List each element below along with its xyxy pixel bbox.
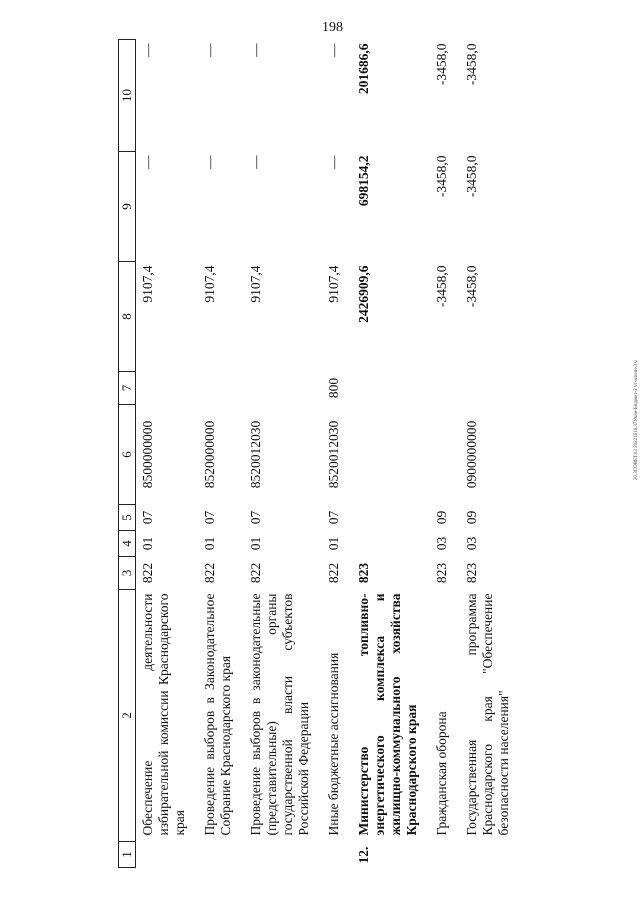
table-cell-col6: 8520012030 [326,420,341,489]
table-cell-col3: 822 [202,562,217,584]
table-cell-name: Обеспечение деятельности избирательной комиссии Краснодарского края [140,593,187,836]
table-cell-col9: 698154,2 [356,155,371,207]
budget-table-sheet [118,40,626,868]
column-header: 1 [119,842,136,868]
table-cell-name: Государственная программа Краснодарского края "Обеспечение безопасности населения" [464,593,511,836]
table-cell-col6 [352,405,430,505]
table-cell-col3: 823 [434,562,449,584]
column-header: 7 [119,372,136,405]
budget-table [118,39,522,868]
table-cell-col9: -3458,0 [464,155,479,198]
table-cell-col4: 01 [248,536,263,551]
column-header: 9 [119,152,136,262]
table-cell-col7: 800 [326,377,341,399]
column-header: 4 [119,531,136,557]
table-cell-col5 [352,505,430,531]
table-cell-col8: -3458,0 [464,265,479,308]
table-cell-col4: 01 [140,536,155,551]
table-cell-col10: -3458,0 [464,43,479,86]
table-cell-col6 [430,405,460,505]
table-cell-col3: 822 [326,562,341,584]
table-cell-col3: 822 [140,562,155,584]
table-cell-col3: 823 [464,562,479,584]
table-cell-col6: 8520012030 [248,420,263,489]
table-cell-name: Гражданская оборона [434,711,449,836]
table-cell-col8: 9107,4 [140,265,155,303]
table-cell-number [322,842,352,868]
table-cell-col5: 07 [140,510,155,525]
table-row [430,40,460,868]
table-cell-col10: — [202,43,217,57]
table-cell-col4: 03 [434,536,449,551]
table-cell-name: Министерство топливно-энергетического комплекса и жилищно-коммунального хозяйства Краснодарского края [356,593,419,836]
table-row [136,40,199,868]
column-header: 8 [119,262,136,372]
table-cell-col6: 8500000000 [140,420,155,489]
table-cell-number [460,842,522,868]
table-cell-col7 [244,372,322,405]
page-number: 198 [322,20,343,35]
table-cell-col10: — [326,43,341,57]
table-cell-col10: — [248,43,263,57]
table-row [460,40,522,868]
table-cell-col8: 9107,4 [202,265,217,303]
table-cell-col9: — [202,155,217,169]
table-cell-col10: 201686,6 [356,43,371,95]
column-header: 2 [119,590,136,842]
table-cell-col4: 01 [326,536,341,551]
table-cell-col8: -3458,0 [434,265,449,308]
table-cell-col6: 8520000000 [202,420,217,489]
table-cell-number [136,842,199,868]
table-cell-col8: 9107,4 [248,265,263,303]
table-cell-col9: -3458,0 [434,155,449,198]
column-header: 6 [119,405,136,505]
table-cell-name: Иные бюджетные ассигнования [326,652,341,836]
table-cell-col7 [136,372,199,405]
table-cell-col7 [198,372,244,405]
table-cell-col5: 09 [464,510,479,525]
table-cell-col7 [430,372,460,405]
table-cell-col5: 07 [326,510,341,525]
table-cell-col5: 09 [434,510,449,525]
table-cell-col4: 01 [202,536,217,551]
table-row [198,40,244,868]
table-cell-col5: 07 [248,510,263,525]
table-cell-col8: 2426909,6 [356,265,371,323]
table-row [244,40,322,868]
table-cell-col7 [460,372,522,405]
table-cell-number [198,842,244,868]
table-cell-name: Проведение выборов в законодательные (представительные) органы государственной власти субъектов Российской Федерации [248,593,311,836]
table-cell-col9: — [140,155,155,169]
table-cell-col9: — [326,155,341,169]
table-cell-col10: — [140,43,155,57]
column-header: 5 [119,505,136,531]
table-cell-col5: 07 [202,510,217,525]
header-row [119,40,136,868]
table-cell-col7 [352,372,430,405]
table-cell-col9: — [248,155,263,169]
column-header: 3 [119,557,136,590]
table-cell-col8: 9107,4 [326,265,341,303]
table-cell-number [244,842,322,868]
column-header: 10 [119,40,136,152]
table-cell-col3: 823 [356,562,371,584]
footer-code: 20.3СОВЕТ.03 20221616.37Уком-Бюджет-2 чт-ялени-3 ч [634,360,639,480]
table-row [352,40,430,868]
table-cell-number: 12. [356,846,371,864]
table-cell-col4: 03 [464,536,479,551]
table-cell-number [430,842,460,868]
table-cell-col3: 822 [248,562,263,584]
table-cell-col6: 0900000000 [464,420,479,489]
table-cell-col4 [352,531,430,557]
table-row [322,40,352,868]
table-cell-col10: -3458,0 [434,43,449,86]
table-cell-name: Проведение выборов в Законодательное Собрание Краснодарского края [202,593,233,836]
